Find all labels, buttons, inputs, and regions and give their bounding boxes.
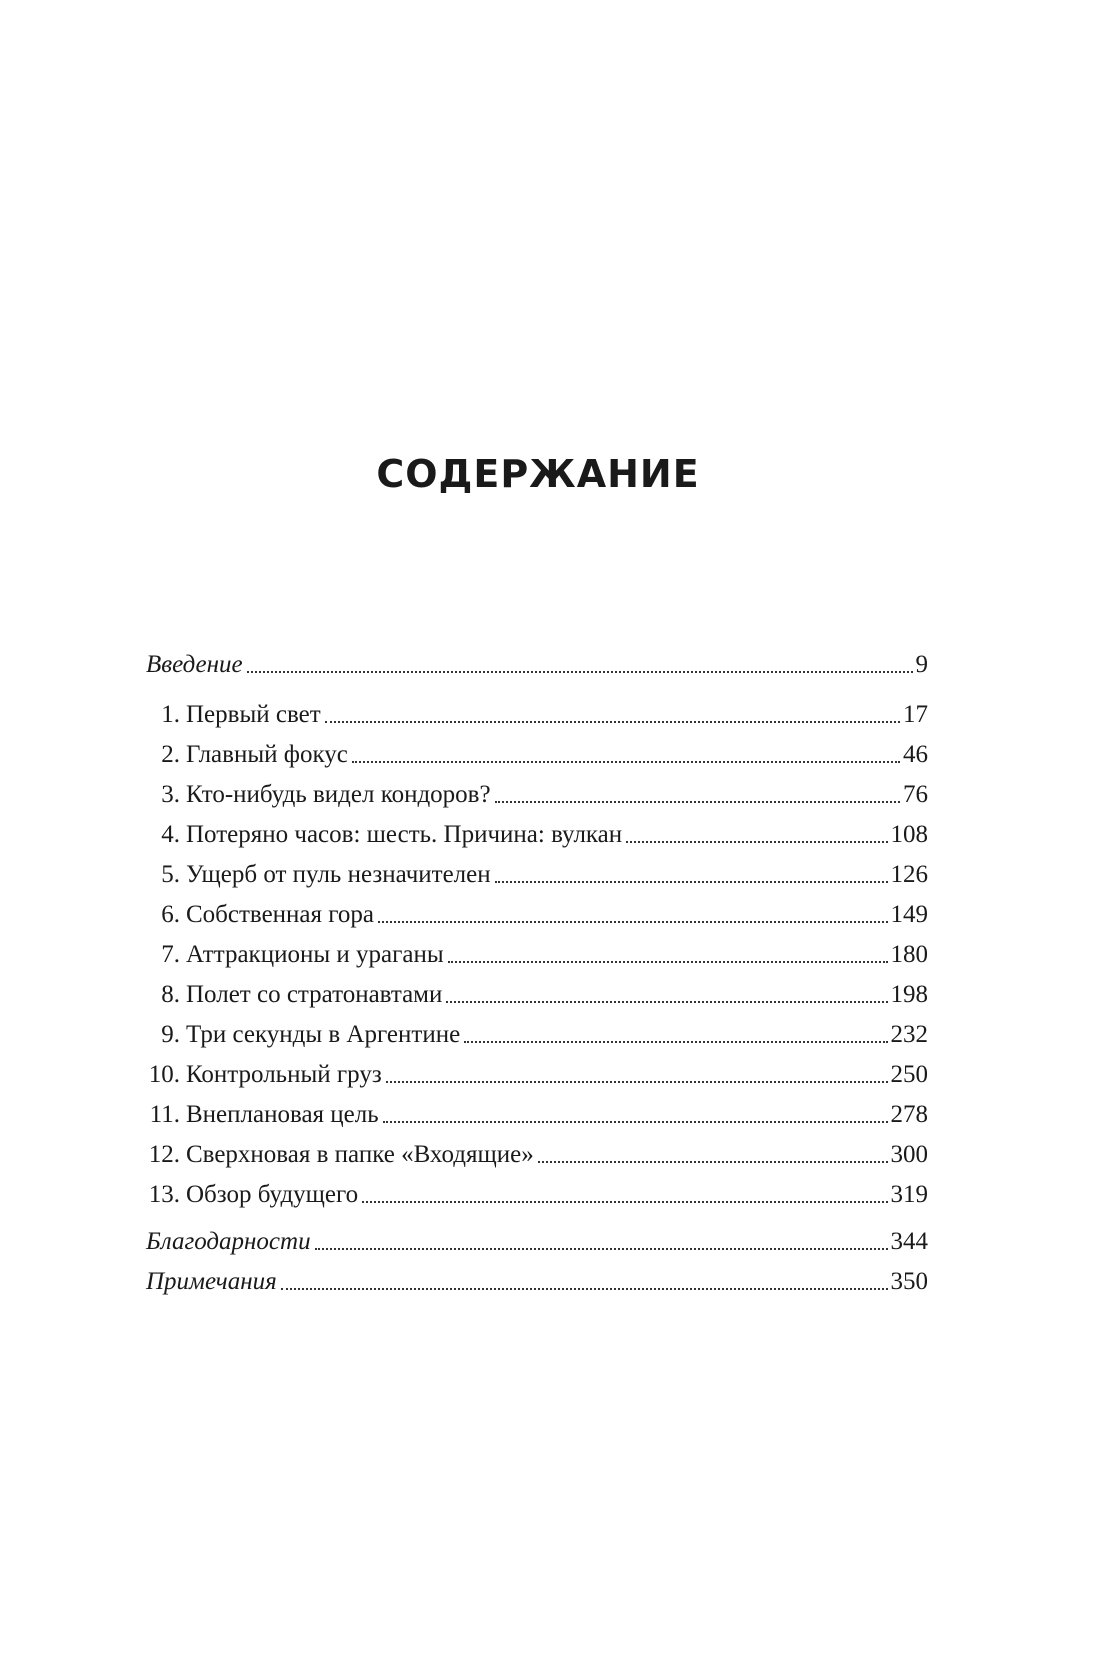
toc-entry-number: 7.	[161, 941, 180, 968]
dot-leader	[325, 721, 900, 723]
toc-chapter-entry	[146, 1060, 928, 1090]
toc-chapter-entry	[146, 780, 928, 810]
toc-entry-title: Главный фокус	[186, 741, 348, 768]
toc-entry-page-number: 108	[890, 821, 928, 848]
toc-section-entry	[146, 650, 928, 680]
toc-entry-page-number: 232	[890, 1021, 928, 1048]
toc-entry-title: Благодарности	[146, 1228, 311, 1255]
toc-entry-title: Ущерб от пуль незначителен	[186, 861, 491, 888]
toc-entry-number: 10.	[148, 1061, 180, 1088]
toc-entry-title: Внеплановая цель	[186, 1101, 379, 1128]
toc-entry-page-number: 198	[890, 981, 928, 1008]
dot-leader	[495, 881, 888, 883]
dot-leader	[448, 961, 888, 963]
toc-chapter-entry	[146, 1140, 928, 1170]
toc-entry-title: Кто-нибудь видел кондоров?	[186, 781, 491, 808]
toc-entry-number: 5.	[161, 861, 180, 888]
toc-entry-page-number: 319	[890, 1181, 928, 1208]
toc-entry-number: 8.	[161, 981, 180, 1008]
toc-entry-page-number: 344	[890, 1228, 928, 1255]
page-title: СОДЕРЖАНИЕ	[376, 452, 700, 496]
toc-entry-title: Контрольный груз	[186, 1061, 382, 1088]
dot-leader	[281, 1288, 888, 1290]
toc-entry-number: 4.	[161, 821, 180, 848]
dot-leader	[626, 841, 887, 843]
toc-entry-title: Потеряно часов: шесть. Причина: вулкан	[186, 821, 623, 848]
toc-section-entry	[146, 1227, 928, 1257]
toc-entry-number: 12.	[148, 1141, 180, 1168]
toc-entry-title: Собственная гора	[186, 901, 375, 928]
toc-entry-page-number: 278	[890, 1101, 928, 1128]
toc-chapter-entry	[146, 940, 928, 970]
toc-chapter-entry	[146, 980, 928, 1010]
toc-entry-title: Первый свет	[186, 701, 321, 728]
dot-leader	[383, 1121, 888, 1123]
toc-entry-title: Сверхновая в папке «Входящие»	[186, 1141, 534, 1168]
dot-leader	[378, 921, 887, 923]
toc-entry-page-number: 300	[890, 1141, 928, 1168]
toc-chapter-entry	[146, 860, 928, 890]
toc-entry-page-number: 350	[890, 1268, 928, 1295]
toc-chapter-entry	[146, 1180, 928, 1210]
toc-entry-number: 2.	[161, 741, 180, 768]
dot-leader	[538, 1161, 888, 1163]
toc-entry-page-number: 126	[890, 861, 928, 888]
toc-chapter-entry	[146, 820, 928, 850]
toc-entry-page-number: 149	[890, 901, 928, 928]
toc-entry-number: 6.	[161, 901, 180, 928]
toc-chapter-entry	[146, 700, 928, 730]
dot-leader	[464, 1041, 887, 1043]
toc-entry-page-number: 46	[903, 741, 928, 768]
toc-entry-title: Аттракционы и ураганы	[186, 941, 444, 968]
dot-leader	[352, 761, 900, 763]
toc-entry-page-number: 76	[903, 781, 928, 808]
toc-chapter-entry	[146, 740, 928, 770]
toc-entry-title: Три секунды в Аргентине	[186, 1021, 461, 1048]
toc-entry-number: 3.	[161, 781, 180, 808]
toc-entry-title: Обзор будущего	[186, 1181, 359, 1208]
dot-leader	[446, 1001, 887, 1003]
toc-chapter-entry	[146, 900, 928, 930]
dot-leader	[495, 801, 900, 803]
toc-entry-page-number: 250	[890, 1061, 928, 1088]
toc-entry-title: Примечания	[146, 1268, 277, 1295]
toc-entry-title: Полет со стратонавтами	[186, 981, 443, 1008]
toc-chapter-entry	[146, 1100, 928, 1130]
dot-leader	[247, 671, 913, 673]
toc-entry-number: 13.	[148, 1181, 180, 1208]
toc-entry-number: 9.	[161, 1021, 180, 1048]
dot-leader	[362, 1201, 887, 1203]
dot-leader	[386, 1081, 888, 1083]
toc-entry-page-number: 180	[890, 941, 928, 968]
dot-leader	[315, 1248, 888, 1250]
toc-section-entry	[146, 1267, 928, 1297]
toc-chapter-entry	[146, 1020, 928, 1050]
toc-entry-number: 1.	[161, 701, 180, 728]
toc-entry-number: 11.	[149, 1101, 180, 1128]
toc-entry-page-number: 17	[903, 701, 928, 728]
toc-entry-page-number: 9	[915, 651, 928, 678]
toc-entry-title: Введение	[146, 651, 243, 678]
